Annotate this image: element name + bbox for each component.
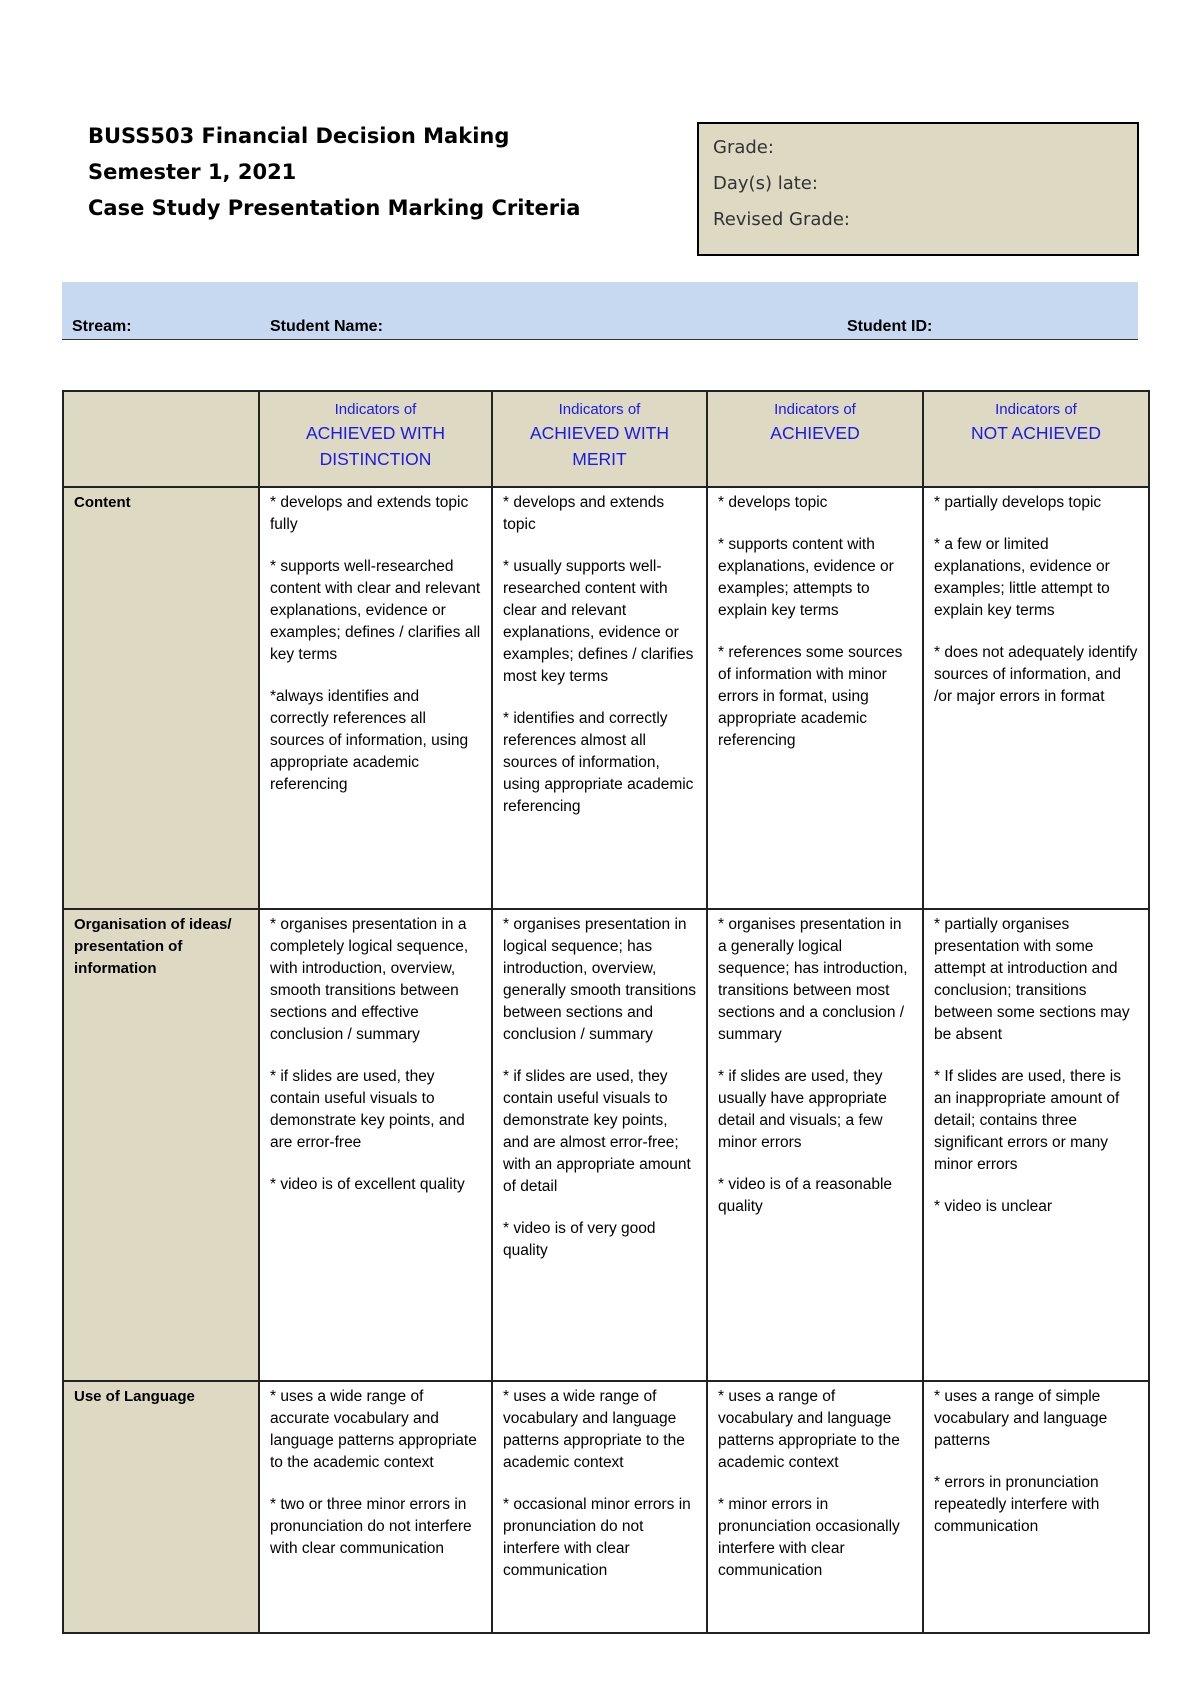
- criteria-point: * uses a range of simple vocabulary and language patterns: [934, 1388, 1108, 1449]
- rubric-header-row: [63, 391, 1149, 487]
- criteria-point: * partially organises presentation with some attempt at introduction and conclusion; transitions between some sections may be absent: [934, 916, 1130, 1043]
- criteria-point: * minor errors in pronunciation occasionally interfere with clear communication: [718, 1496, 900, 1579]
- criteria-cell-achieved: [707, 1381, 923, 1633]
- criteria-point: * supports well-researched content with clear and relevant explanations, evidence or examples; defines / clarifies all key terms: [270, 558, 481, 663]
- rubric-row-organisation: [63, 909, 1149, 1381]
- rubric-row-content: [63, 487, 1149, 909]
- criteria-point: * identifies and correctly references almost all sources of information, using appropriate academic referencing: [503, 710, 694, 815]
- document-title: Case Study Presentation Marking Criteria: [88, 196, 581, 220]
- criteria-point: * develops and extends topic fully: [270, 494, 469, 533]
- criteria-point: * a few or limited explanations, evidence or examples; little attempt to explain key terms: [934, 536, 1110, 619]
- column-header-distinction: [259, 391, 492, 487]
- criteria-point: * if slides are used, they usually have appropriate detail and visuals; a few minor errors: [718, 1068, 887, 1151]
- criteria-point: * two or three minor errors in pronunciation do not interfere with clear communication: [270, 1496, 472, 1557]
- criteria-cell-distinction: [259, 909, 492, 1381]
- column-header-prefix: Indicators of: [558, 401, 641, 418]
- criteria-cell-distinction: [259, 487, 492, 909]
- criteria-point: * organises presentation in logical sequence; has introduction, overview, generally smooth transitions between sections and conclusion / summary: [503, 916, 696, 1043]
- row-label: Content: [63, 487, 259, 909]
- stream-label: Stream:: [72, 318, 132, 335]
- criteria-point: * does not adequately identify sources of information, and /or major errors in format: [934, 644, 1138, 705]
- course-title: BUSS503 Financial Decision Making: [88, 124, 510, 148]
- criteria-cell-achieved: [707, 487, 923, 909]
- criteria-point: * usually supports well-researched content with clear and relevant explanations, evidence or examples; defines / clarifies most key terms: [503, 558, 694, 685]
- rubric-row-language: [63, 1381, 1149, 1633]
- row-label: Organisation of ideas/ presentation of information: [63, 909, 259, 1381]
- student-info-bar: [62, 282, 1138, 340]
- column-header-prefix: Indicators of: [995, 401, 1077, 418]
- criteria-point: * uses a range of vocabulary and language patterns appropriate to the academic context: [718, 1388, 900, 1471]
- revised-grade-label: Revised Grade:: [713, 209, 850, 230]
- criteria-point: * organises presentation in a generally logical sequence; has introduction, transitions between most sections and a conclusion / summary: [718, 916, 908, 1043]
- column-header-achieved: [707, 391, 923, 487]
- grade-box: [697, 122, 1139, 256]
- criteria-point: * uses a wide range of vocabulary and language patterns appropriate to the academic context: [503, 1388, 685, 1471]
- criteria-point: * if slides are used, they contain useful visuals to demonstrate key points, and are error-free: [270, 1068, 465, 1151]
- criteria-cell-merit: [492, 1381, 707, 1633]
- criteria-point: * develops topic: [718, 494, 828, 511]
- criteria-cell-achieved: [707, 909, 923, 1381]
- criteria-point: * partially develops topic: [934, 494, 1102, 511]
- criteria-point: * video is of very good quality: [503, 1220, 656, 1259]
- criteria-point: * video is of excellent quality: [270, 1176, 465, 1193]
- criteria-point: * if slides are used, they contain useful visuals to demonstrate key points, and are almost error-free; with an appropriate amount of detail: [503, 1068, 691, 1195]
- days-late-label: Day(s) late:: [713, 173, 818, 194]
- criteria-cell-not-achieved: [923, 487, 1149, 909]
- criteria-point: * If slides are used, there is an inappropriate amount of detail; contains three significant errors or many minor errors: [934, 1068, 1121, 1173]
- column-header-prefix: Indicators of: [334, 401, 417, 418]
- criteria-point: * supports content with explanations, evidence or examples; attempts to explain key terms: [718, 536, 894, 619]
- student-id-label: Student ID:: [847, 318, 933, 335]
- criteria-point: * develops and extends topic: [503, 494, 665, 533]
- criteria-point: *always identifies and correctly references all sources of information, using appropriate academic referencing: [270, 688, 469, 793]
- semester-title: Semester 1, 2021: [88, 160, 297, 184]
- criteria-point: * references some sources of information with minor errors in format, using appropriate academic referencing: [718, 644, 903, 749]
- criteria-cell-merit: [492, 909, 707, 1381]
- criteria-cell-not-achieved: [923, 1381, 1149, 1633]
- marking-rubric-table: [62, 390, 1150, 1634]
- criteria-point: * occasional minor errors in pronunciation do not interfere with clear communication: [503, 1496, 691, 1579]
- row-label: Use of Language: [63, 1381, 259, 1633]
- rubric-corner-cell: [63, 391, 259, 487]
- criteria-cell-distinction: [259, 1381, 492, 1633]
- criteria-cell-not-achieved: [923, 909, 1149, 1381]
- column-header-level: ACHIEVED: [770, 423, 860, 443]
- column-header-level: ACHIEVED WITH MERIT: [529, 423, 670, 469]
- document-title-block: [88, 118, 580, 226]
- column-header-prefix: Indicators of: [774, 401, 856, 418]
- criteria-cell-merit: [492, 487, 707, 909]
- criteria-point: * errors in pronunciation repeatedly interfere with communication: [934, 1474, 1100, 1535]
- criteria-point: * uses a wide range of accurate vocabulary and language patterns appropriate to the academic context: [270, 1388, 477, 1471]
- column-header-level: NOT ACHIEVED: [971, 423, 1101, 443]
- column-header-not-achieved: [923, 391, 1149, 487]
- criteria-point: * organises presentation in a completely logical sequence, with introduction, overview, smooth transitions between sections and effective conclusion / summary: [270, 916, 469, 1043]
- grade-label: Grade:: [713, 137, 774, 158]
- criteria-point: * video is unclear: [934, 1198, 1053, 1215]
- student-name-label: Student Name:: [270, 318, 383, 335]
- column-header-merit: [492, 391, 707, 487]
- column-header-level: ACHIEVED WITH DISTINCTION: [305, 423, 446, 469]
- criteria-point: * video is of a reasonable quality: [718, 1176, 893, 1215]
